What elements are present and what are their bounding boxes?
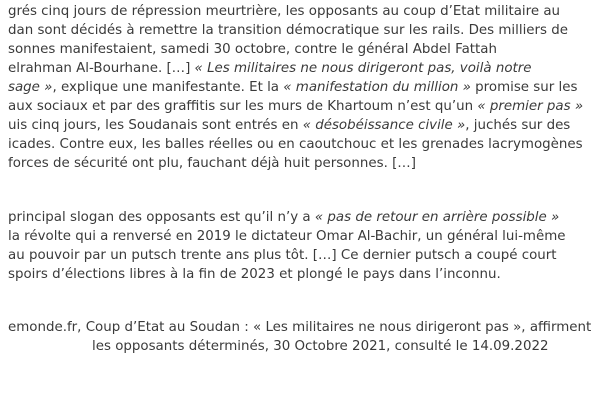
paragraph1-line2: dan sont décidés à remettre la transition démocratique sur les rails. Des milliers de — [8, 23, 569, 38]
paragraph2-line3: au pouvoir par un putsch trente ans plus tôt. […] Ce dernier putsch a coupé court — [8, 248, 557, 263]
paragraph1-line4: elrahman Al-Bourhane. […] « Les militaires ne nous dirigeront pas, voilà notre — [8, 61, 532, 76]
paragraph2-line4: spoirs d’élections libres à la fin de 2023 et plongé le pays dans l’inconnu. — [8, 267, 501, 282]
paragraph1-line7: uis cinq jours, les Soudanais sont entrés en « désobéissance civile », juchés sur des — [8, 118, 571, 133]
source-line2: les opposants déterminés, 30 Octobre 2021, consulté le 14.09.2022 — [92, 339, 549, 354]
paragraph1-line5: sage », explique une manifestante. Et la « manifestation du million » promise sur les — [8, 80, 578, 95]
paragraph2-line1: principal slogan des opposants est qu’il n’y a « pas de retour en arrière possible » — [8, 210, 560, 225]
paragraph1-line3: sonnes manifestaient, samedi 30 octobre, contre le général Abdel Fattah — [8, 42, 497, 57]
paragraph1-line8: icades. Contre eux, les balles réelles ou en caoutchouc et les grenades lacrymogènes — [8, 137, 583, 152]
paragraph1-line1: grés cinq jours de répression meurtrière, les opposants au coup d’Etat militaire au — [8, 4, 561, 19]
paragraph1-line6: aux sociaux et par des graffitis sur les murs de Khartoum n’est qu’un « premier pas » — [8, 99, 584, 114]
source-line1: emonde.fr, Coup d’Etat au Soudan : « Les militaires ne nous dirigeront pas », affirment — [8, 320, 591, 335]
paragraph2-line2: la révolte qui a renversé en 2019 le dictateur Omar Al-Bachir, un général lui-même — [8, 229, 566, 244]
paragraph1-line9: forces de sécurité ont plu, fauchant déjà huit personnes. […] — [8, 156, 416, 171]
